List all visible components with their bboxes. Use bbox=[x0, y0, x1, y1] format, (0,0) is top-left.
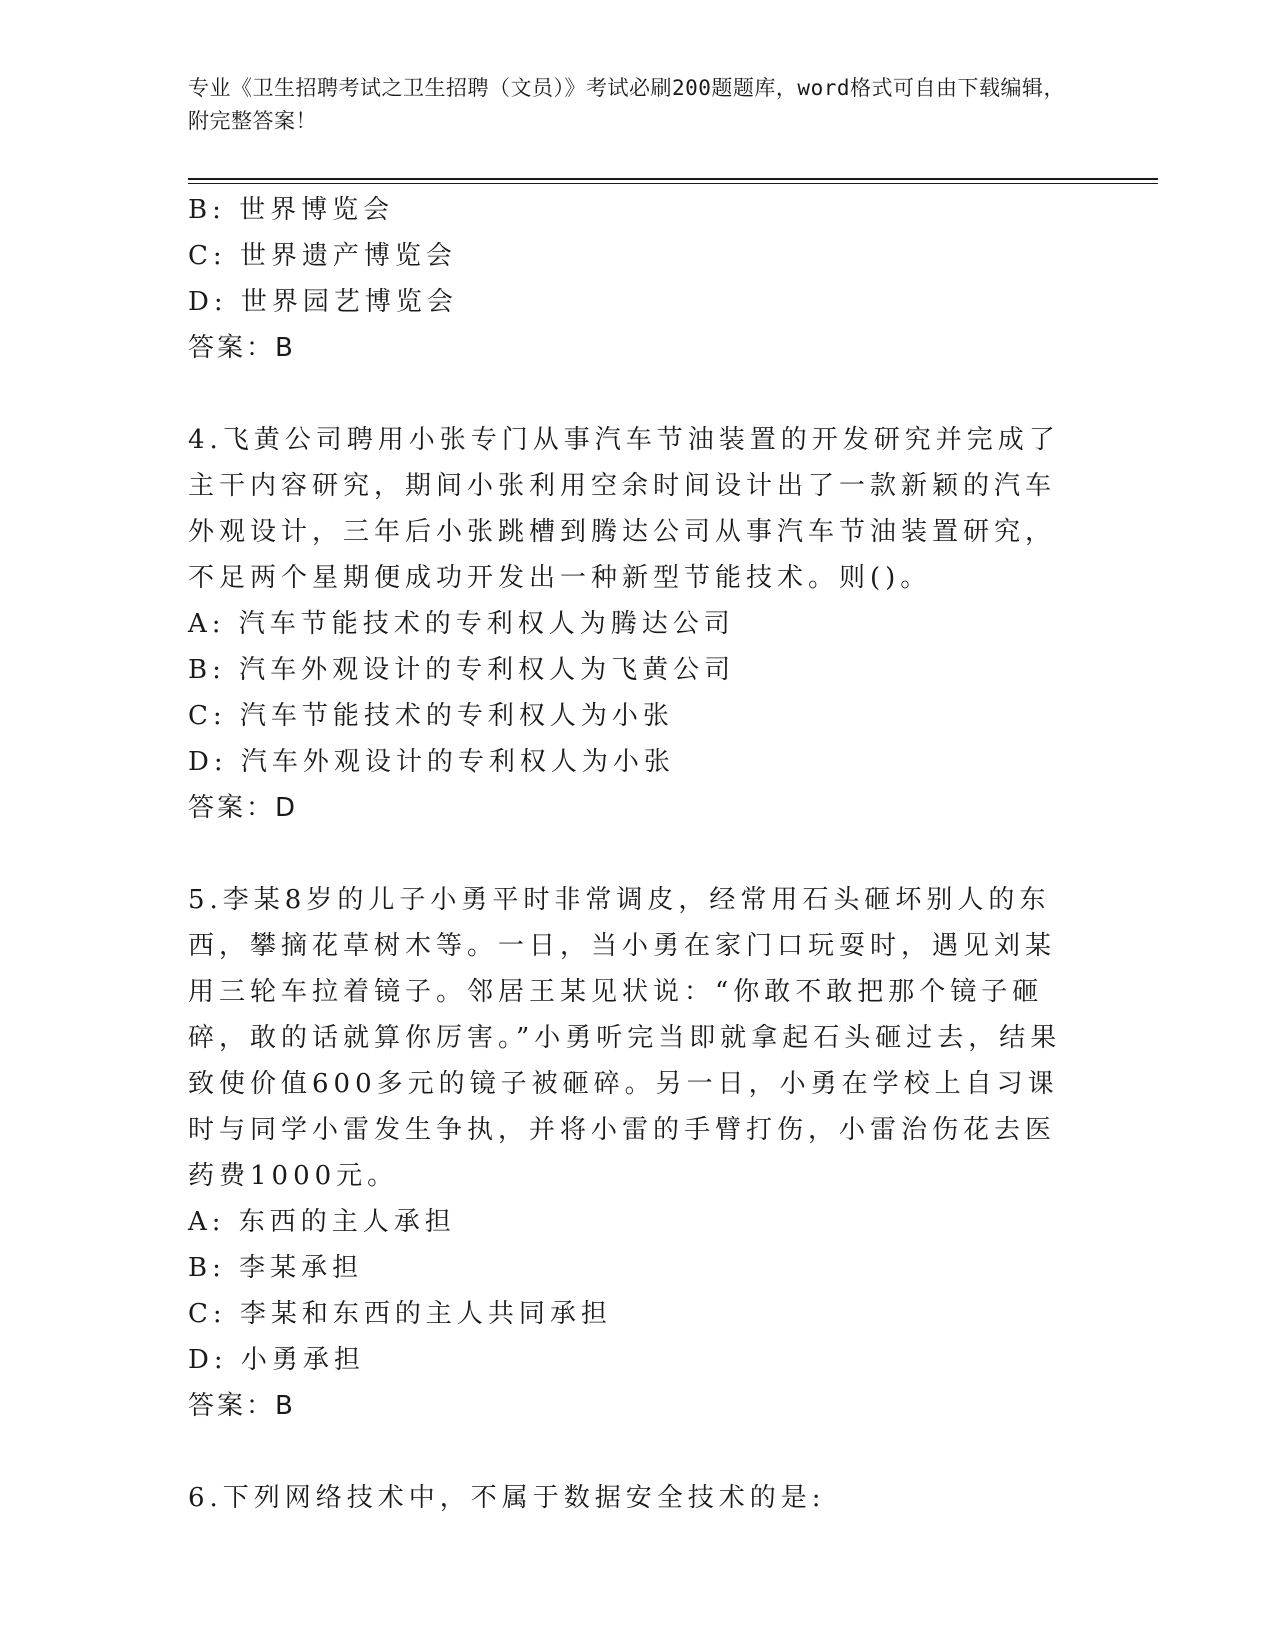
option-d: D: 汽车外观设计的专利权人为小张 bbox=[188, 747, 675, 777]
question-3 bbox=[188, 187, 1068, 371]
question-6 bbox=[188, 1475, 1068, 1521]
question-4 bbox=[188, 417, 1068, 831]
option-a: A: 汽车节能技术的专利权人为腾达公司 bbox=[188, 609, 735, 639]
answer-line: 答案：B bbox=[188, 333, 296, 363]
option-d: D: 小勇承担 bbox=[188, 1345, 365, 1375]
question-5 bbox=[188, 877, 1068, 1429]
option-b: B: 世界博览会 bbox=[188, 195, 395, 225]
question-stem: 4.飞黄公司聘用小张专门从事汽车节油装置的开发研究并完成了主干内容研究，期间小张利用空余时间设计出了一款新颖的汽车外观设计，三年后小张跳槽到腾达公司从事汽车节油装置研究，不足两个星期便成功开发出一种新型节能技术。则()。 bbox=[188, 425, 1060, 593]
spacer bbox=[188, 1429, 1068, 1475]
option-d: D: 世界园艺博览会 bbox=[188, 287, 458, 317]
option-b: B: 李某承担 bbox=[188, 1253, 364, 1283]
spacer bbox=[188, 371, 1068, 417]
option-c: C: 李某和东西的主人共同承担 bbox=[188, 1299, 612, 1329]
spacer bbox=[188, 831, 1068, 877]
page-header: 专业《卫生招聘考试之卫生招聘（文员）》考试必刷200题题库，word格式可自由下载编辑，附完整答案！ bbox=[188, 76, 1065, 133]
answer-line: 答案：B bbox=[188, 1391, 296, 1421]
question-stem: 6.下列网络技术中，不属于数据安全技术的是: bbox=[188, 1483, 826, 1513]
header-divider-thick bbox=[188, 178, 1158, 180]
header-divider-thin bbox=[188, 183, 1158, 184]
option-b: B: 汽车外观设计的专利权人为飞黄公司 bbox=[188, 655, 736, 685]
answer-line: 答案：D bbox=[188, 793, 299, 823]
option-a: A: 东西的主人承担 bbox=[188, 1207, 456, 1237]
question-list bbox=[188, 187, 1068, 1521]
question-stem: 5.李某8岁的儿子小勇平时非常调皮，经常用石头砸坏别人的东西，攀摘花草树木等。一日，当小勇在家门口玩耍时，遇见刘某用三轮车拉着镜子。邻居王某见状说：“你敢不敢把那个镜子砸碎，敢的话就算你厉害。”小勇听完当即就拿起石头砸过去，结果致使价值600多元的镜子被砸碎。另一日，小勇在学校上自习课时与同学小雷发生争执，并将小雷的手臂打伤，小雷治伤花去医药费1000元。 bbox=[188, 885, 1062, 1191]
option-c: C: 汽车节能技术的专利权人为小张 bbox=[188, 701, 674, 731]
option-c: C: 世界遗产博览会 bbox=[188, 241, 457, 271]
